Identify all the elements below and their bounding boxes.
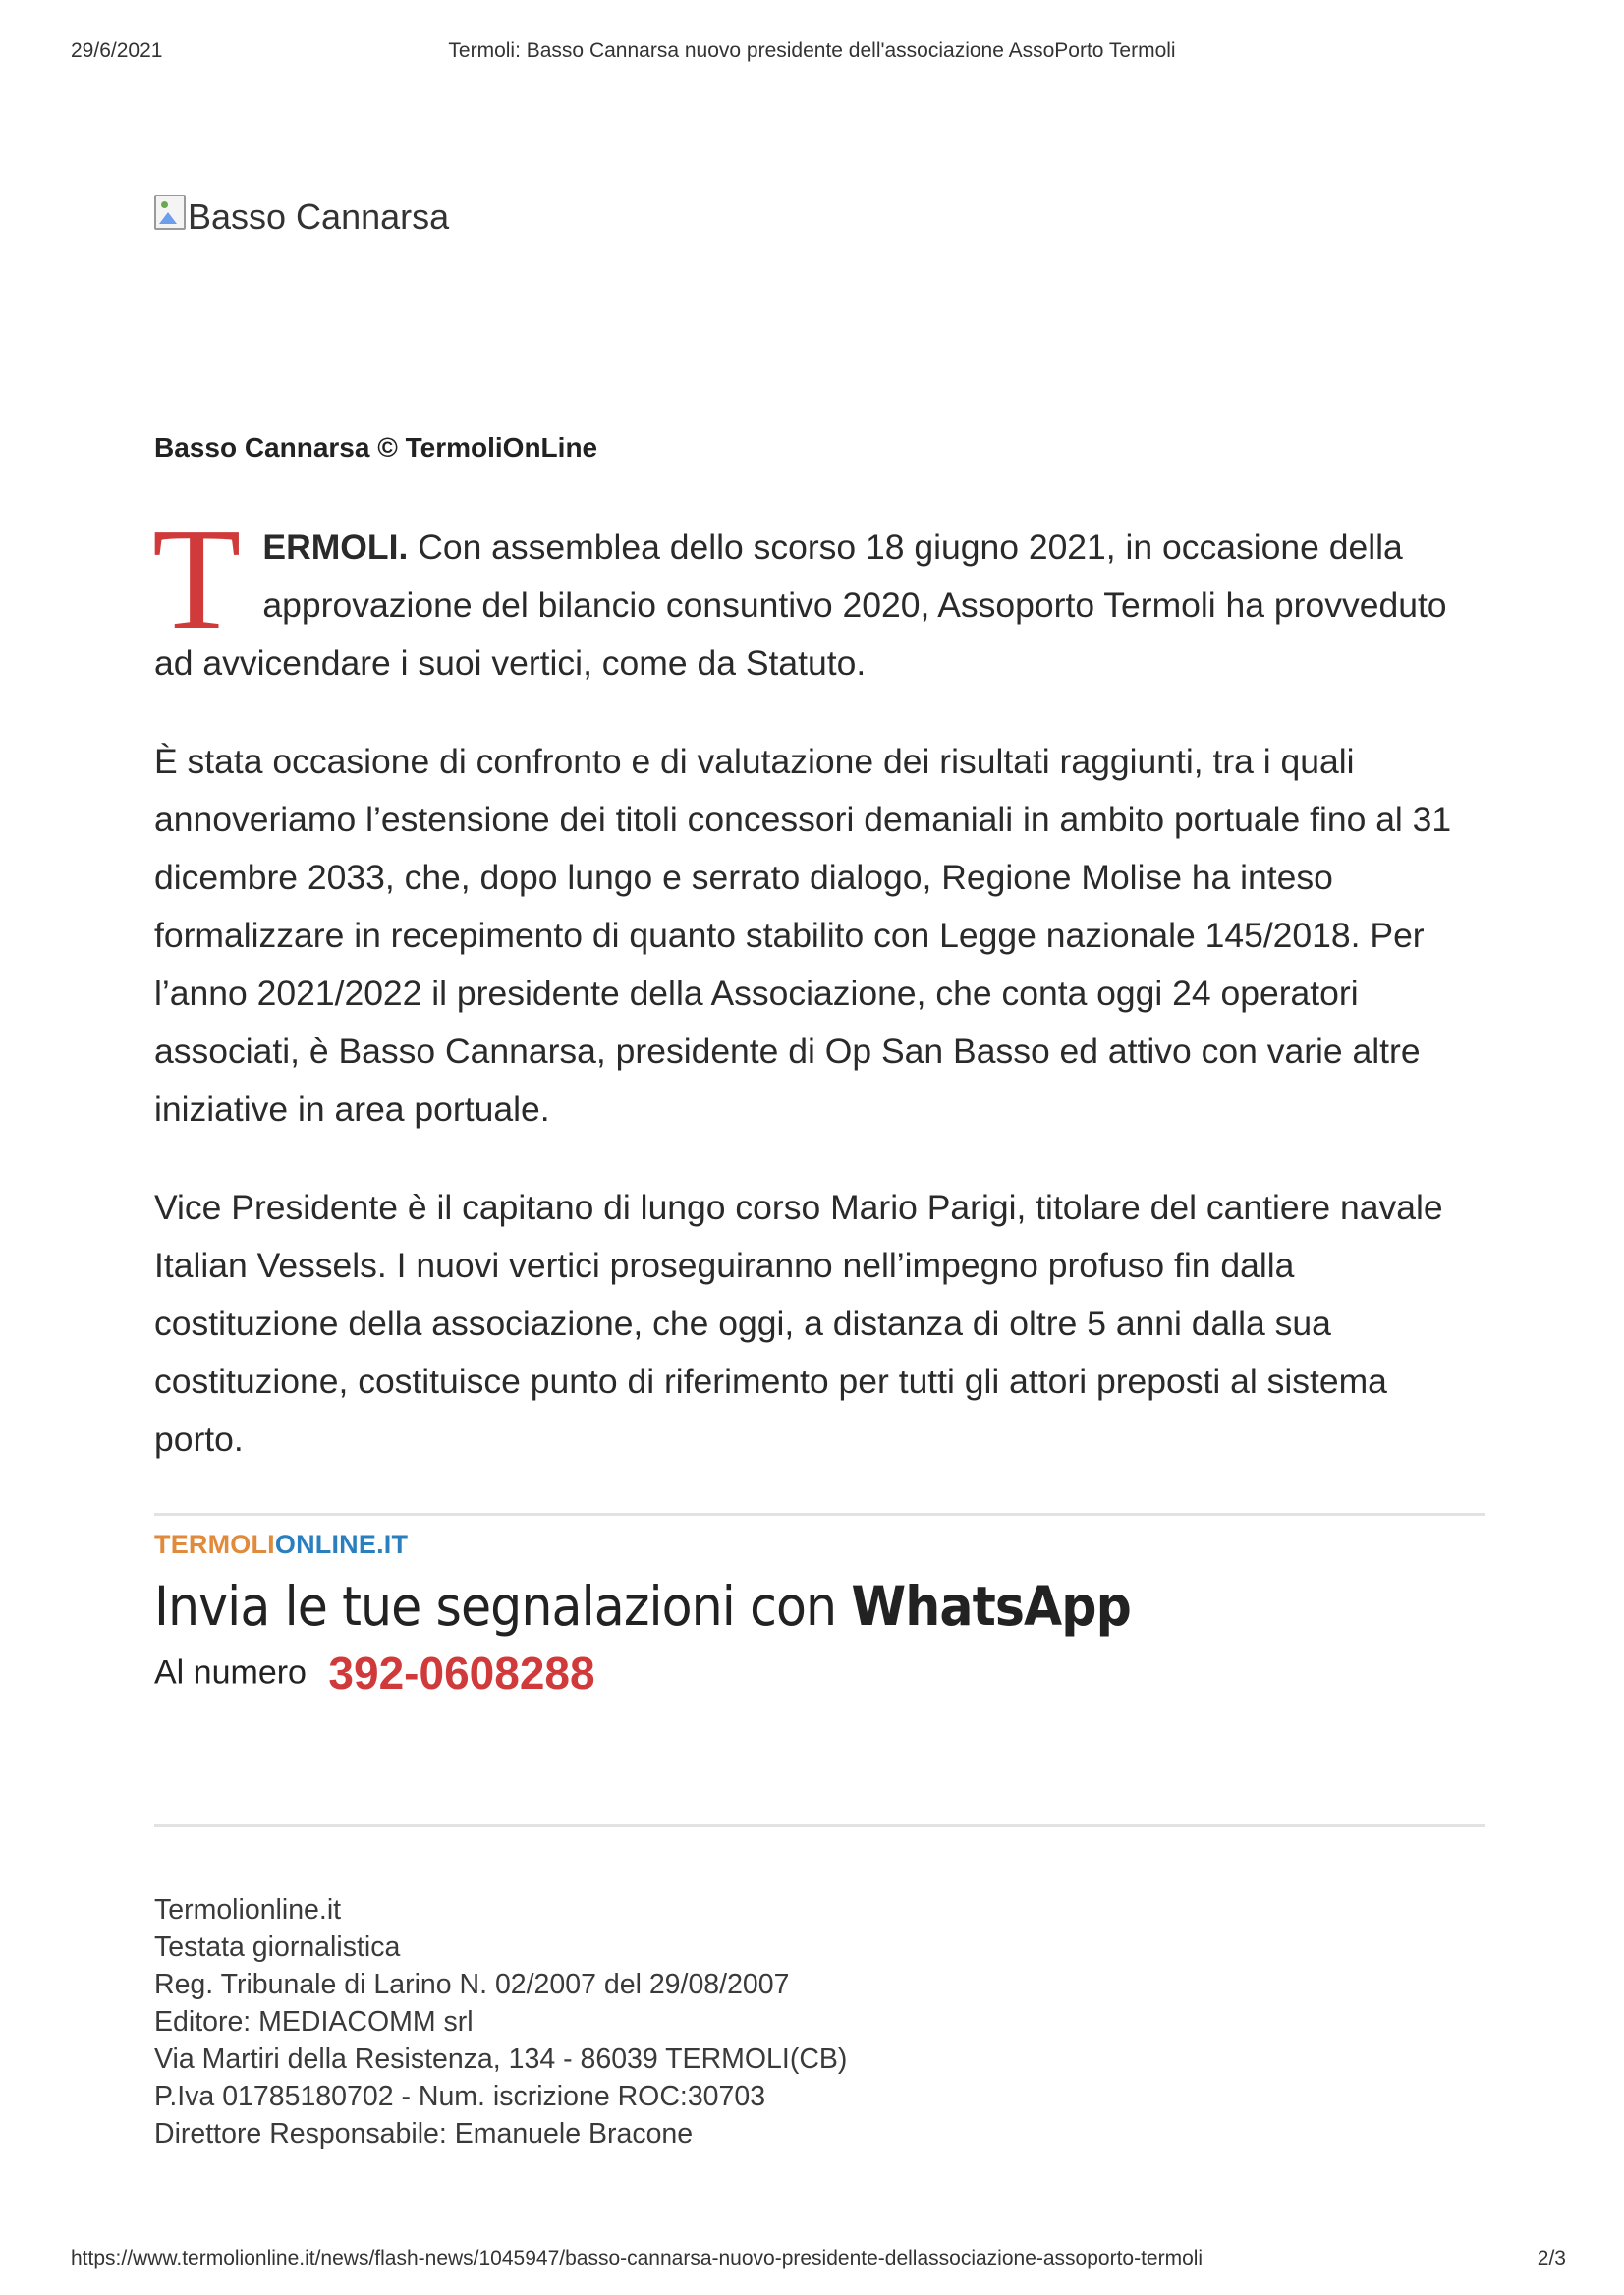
divider-bottom xyxy=(154,1824,1485,1827)
publisher-line: Via Martiri della Resistenza, 134 - 86039 TERMOLI(CB) xyxy=(154,2043,848,2075)
divider-top xyxy=(154,1513,1485,1516)
print-header xyxy=(71,39,1553,69)
article-paragraph-2: È stata occasione di confronto e di valutazione dei risultati raggiunti, tra i quali annoveriamo l’estensione dei titoli concessori demaniali in ambito portuale fino al 31 dicembre 2033, che, dopo lungo e serrato dialogo, Regione Molise ha inteso formalizzare in recepimento di quanto stabilito con Legge nazionale 145/2018. Per l’anno 2021/2022 il presidente della Associazione, che conta oggi 24 operatori associati, è Basso Cannarsa, presidente di Op San Basso ed attivo con varie altre iniziative in area portuale. xyxy=(154,742,1452,1129)
publisher-line: Editore: MEDIACOMM srl xyxy=(154,2006,474,2038)
whatsapp-number-row xyxy=(154,1647,595,1700)
print-page-title: Termoli: Basso Cannarsa nuovo presidente dell'associazione AssoPorto Termoli xyxy=(448,39,1176,62)
print-date: 29/6/2021 xyxy=(71,39,163,62)
publisher-line: Testata giornalistica xyxy=(154,1931,401,1963)
article-image-alt-text: Basso Cannarsa xyxy=(188,196,450,237)
brand-logo[interactable] xyxy=(154,1530,408,1560)
publisher-line: Reg. Tribunale di Larino N. 02/2007 del 29/08/2007 xyxy=(154,1969,790,2000)
article-paragraph-1 xyxy=(152,499,1485,693)
brand-part-1: TERMOLI xyxy=(154,1530,275,1559)
article-image xyxy=(154,196,449,238)
image-caption: Basso Cannarsa © TermoliOnLine xyxy=(154,432,598,463)
whatsapp-banner-title[interactable] xyxy=(154,1575,1131,1638)
whatsapp-number[interactable]: 392-0608288 xyxy=(328,1648,595,1699)
publisher-line: P.Iva 01785180702 - Num. iscrizione ROC:30703 xyxy=(154,2081,766,2112)
number-label: Al numero xyxy=(154,1653,307,1692)
brand-part-2: ONLINE.IT xyxy=(274,1530,409,1559)
paragraph-1-text: Con assemblea dello scorso 18 giugno 2021, in occasione della approvazione del bilancio consuntivo 2020, Assoporto Termoli ha provveduto ad avvicendare i suoi vertici, come da Statuto. xyxy=(154,528,1447,683)
page-number: 2/3 xyxy=(1537,2247,1566,2269)
article-body xyxy=(152,499,1485,1509)
publisher-info xyxy=(154,1891,847,2153)
page-url: https://www.termolionline.it/news/flash-news/1045947/basso-cannarsa-nuovo-presidente-dellassociazione-assoporto-termoli xyxy=(71,2247,1204,2269)
whatsapp-title-strong: WhatsApp xyxy=(851,1575,1131,1638)
article-paragraph-3: Vice Presidente è il capitano di lungo corso Mario Parigi, titolare del cantiere navale Italian Vessels. I nuovi vertici proseguiranno nell’impegno profuso fin dalla costituzione della associazione, che oggi, a distanza di oltre 5 anni dalla sua costituzione, costituisce punto di riferimento per tutti gli attori preposti al sistema porto. xyxy=(154,1188,1443,1459)
drop-cap: T xyxy=(152,499,242,660)
whatsapp-title-text: Invia le tue segnalazioni con xyxy=(154,1575,852,1638)
lead-word: ERMOLI. xyxy=(262,528,409,567)
publisher-line: Termolionline.it xyxy=(154,1894,342,1926)
broken-image-icon xyxy=(154,195,186,230)
publisher-line: Direttore Responsabile: Emanuele Bracone xyxy=(154,2118,694,2150)
